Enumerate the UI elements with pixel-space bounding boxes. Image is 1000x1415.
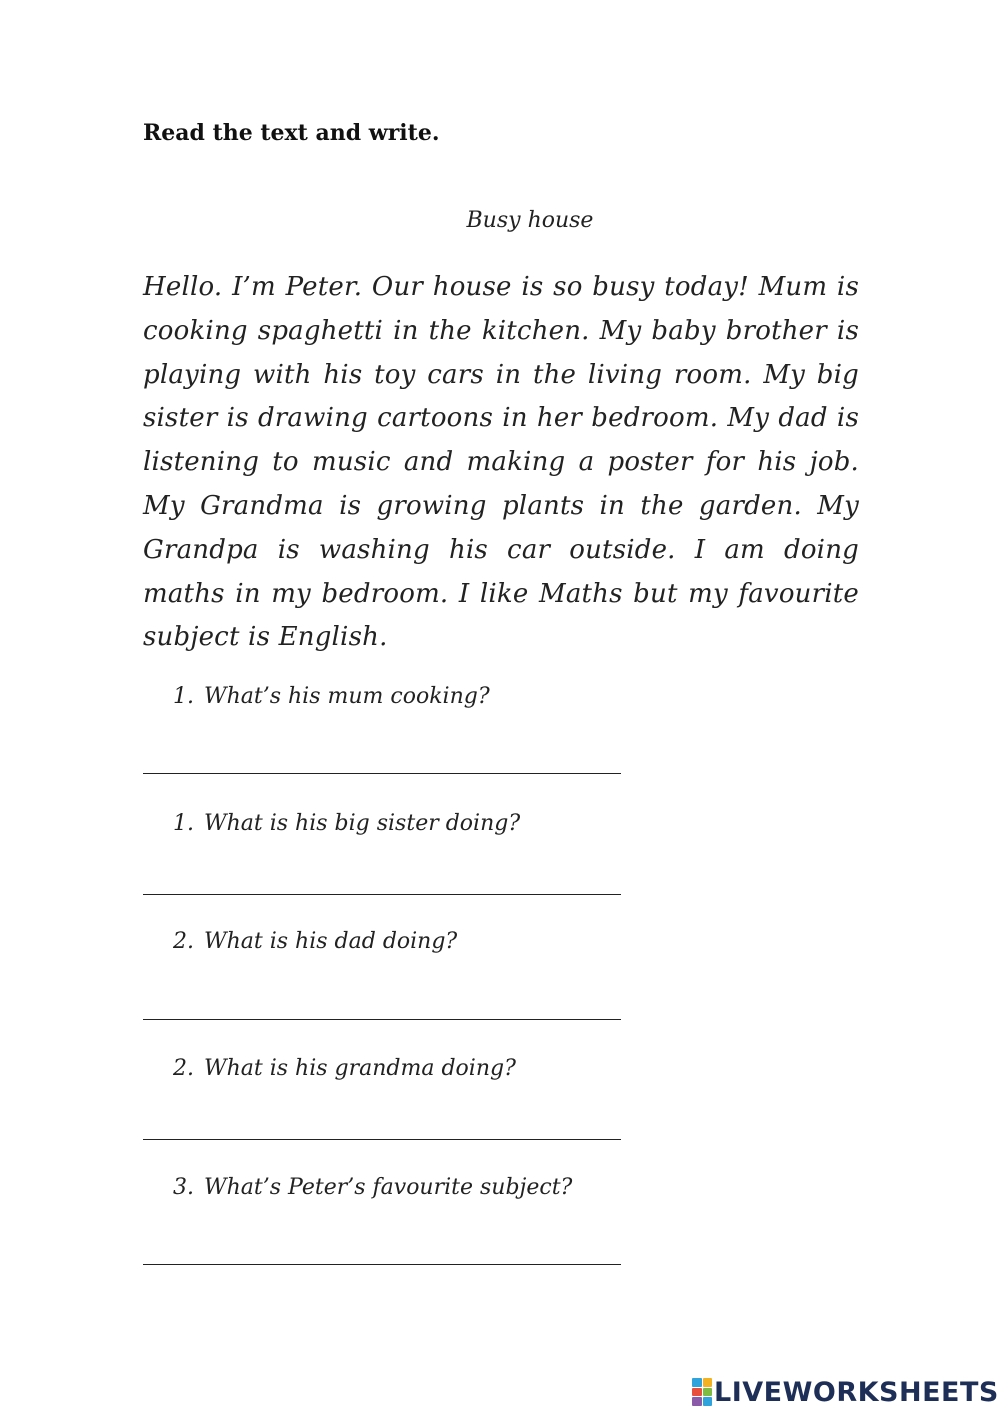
question-2 (173, 811, 520, 836)
logo-tile (703, 1388, 713, 1397)
question-3 (173, 929, 457, 954)
answer-line-4[interactable] (143, 1139, 621, 1140)
answer-line-2[interactable] (143, 894, 621, 895)
logo-tile (692, 1388, 702, 1397)
logo-tile (692, 1397, 702, 1406)
question-text: What is his grandma doing? (204, 1056, 516, 1081)
liveworksheets-logo-icon (692, 1378, 712, 1406)
question-number: 2. (173, 1056, 194, 1081)
logo-tile (703, 1397, 713, 1406)
answer-line-3[interactable] (143, 1019, 621, 1020)
answer-line-1[interactable] (143, 773, 621, 774)
logo-tile (692, 1378, 702, 1387)
question-number: 3. (173, 1175, 194, 1200)
liveworksheets-logo (692, 1376, 999, 1408)
question-5 (173, 1175, 572, 1200)
question-number: 2. (173, 929, 194, 954)
question-number: 1. (173, 811, 194, 836)
answer-line-5[interactable] (143, 1264, 621, 1265)
question-4 (173, 1056, 516, 1081)
question-1 (173, 684, 490, 709)
instruction-heading: Read the text and write. (143, 120, 440, 146)
liveworksheets-logo-text: LIVEWORKSHEETS (714, 1376, 999, 1408)
question-text: What is his big sister doing? (204, 811, 521, 836)
question-text: What’s Peter’s favourite subject? (204, 1175, 573, 1200)
question-text: What’s his mum cooking? (204, 684, 490, 709)
story-title: Busy house (466, 208, 594, 233)
reading-passage: Hello. I’m Peter. Our house is so busy today! Mum is cooking spaghetti in the kitchen. My baby brother is playing with his toy cars in the living room. My big sister is drawing cartoons in her bedroom. My dad is listening to music and making a poster for his job. My Grandma is growing plants in the garden. My Grandpa is washing his car outside. I am doing maths in my bedroom. I like Maths but my favourite subject is English. (143, 272, 859, 653)
logo-tile (703, 1378, 713, 1387)
question-number: 1. (173, 684, 194, 709)
question-text: What is his dad doing? (204, 929, 458, 954)
